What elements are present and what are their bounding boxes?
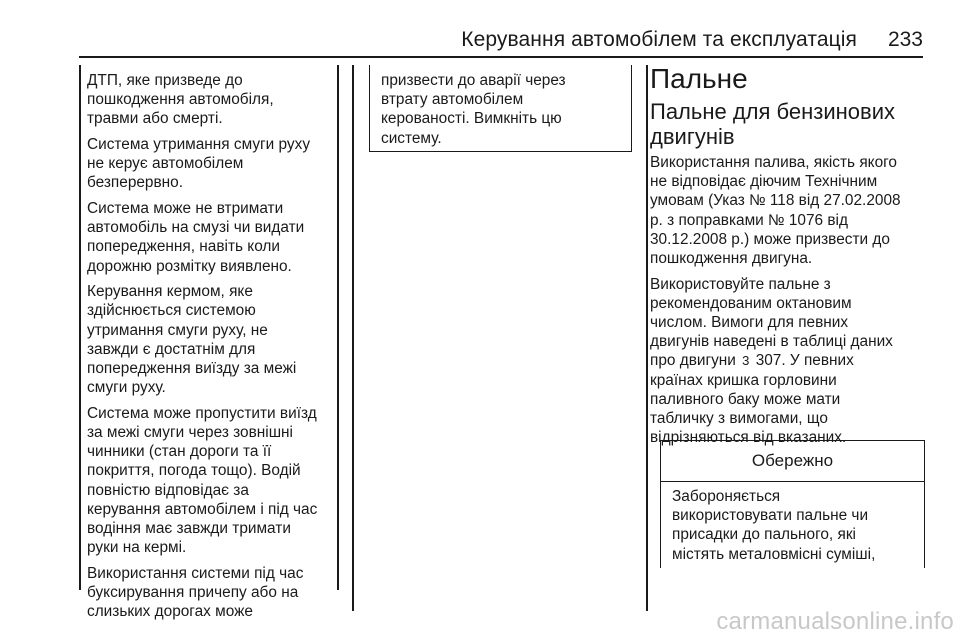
paragraph-text: 307. У певних країнах кришка горловини паливного баку може мати табличку з вимогами, що відрізняються від вказаних. (650, 352, 854, 447)
caution-box (660, 440, 925, 568)
column-divider-right (646, 65, 648, 611)
section-title: Пальне (650, 63, 748, 94)
paragraph-text: Використовуйте пальне з рекомендованим октановим числом. Вимоги для певних двигунів наведені в таблиці даних про двигуни (650, 275, 893, 370)
page-header (0, 26, 960, 56)
page-number: 233 (887, 28, 923, 51)
paragraph: Використання палива, якість якого не відповідає діючим Технічним умовам (Указ № 118 від 27.02.2008 р. з поправками № 1076 від 30.12.2008 р.) може призвести до пошкодження двигуна. (650, 154, 901, 268)
paragraph: Використання системи під час буксирування причепу або на слизьких дорогах може (87, 564, 304, 621)
subsection-title: Пальне для бензинових двигунів (650, 99, 896, 149)
paragraph: Система може не втримати автомобіль на смузі чи видати попередження, навіть коли дорожню розмітку виявлено. (87, 200, 305, 275)
warning-box-continuation (369, 65, 632, 152)
page-reference-icon: 3 (742, 353, 750, 369)
right-column (650, 63, 930, 454)
header-title: Керування автомобілем та експлуатація (461, 28, 857, 51)
left-column-rule (79, 65, 81, 590)
paragraph: Система може пропустити виїзд за межі смуги через зовнішні чинники (стан дороги та її покриття, погода тощо). Водій повністю відповідає за керування автомобілем і під час водіння має завжди тримати руки на кермі. (87, 404, 318, 557)
left-column (87, 71, 352, 628)
caution-text: Забороняється використовувати пальне чи присадки до пального, які містять металовмісні суміші, (672, 488, 876, 563)
header-rule (79, 56, 923, 58)
paragraph: Керування кермом, яке здійснюється системою утримання смуги руху, не завжди є достатнім для попередження виїзду за межі смуги руху. (87, 283, 297, 397)
paragraph-with-reference (650, 275, 930, 448)
caution-title: Обережно (661, 441, 924, 482)
paragraph: Система утримання смуги руху не керує автомобілем безперервно. (87, 136, 311, 192)
watermark: carmanualsonline.info (716, 608, 954, 635)
warning-text: призвести до аварії через втрату автомобілем керованості. Вимкніть цю систему. (381, 72, 566, 147)
paragraph: ДТП, яке призведе до пошкодження автомобіля, травми або смерті. (87, 72, 274, 128)
column-divider-middle (352, 65, 354, 611)
